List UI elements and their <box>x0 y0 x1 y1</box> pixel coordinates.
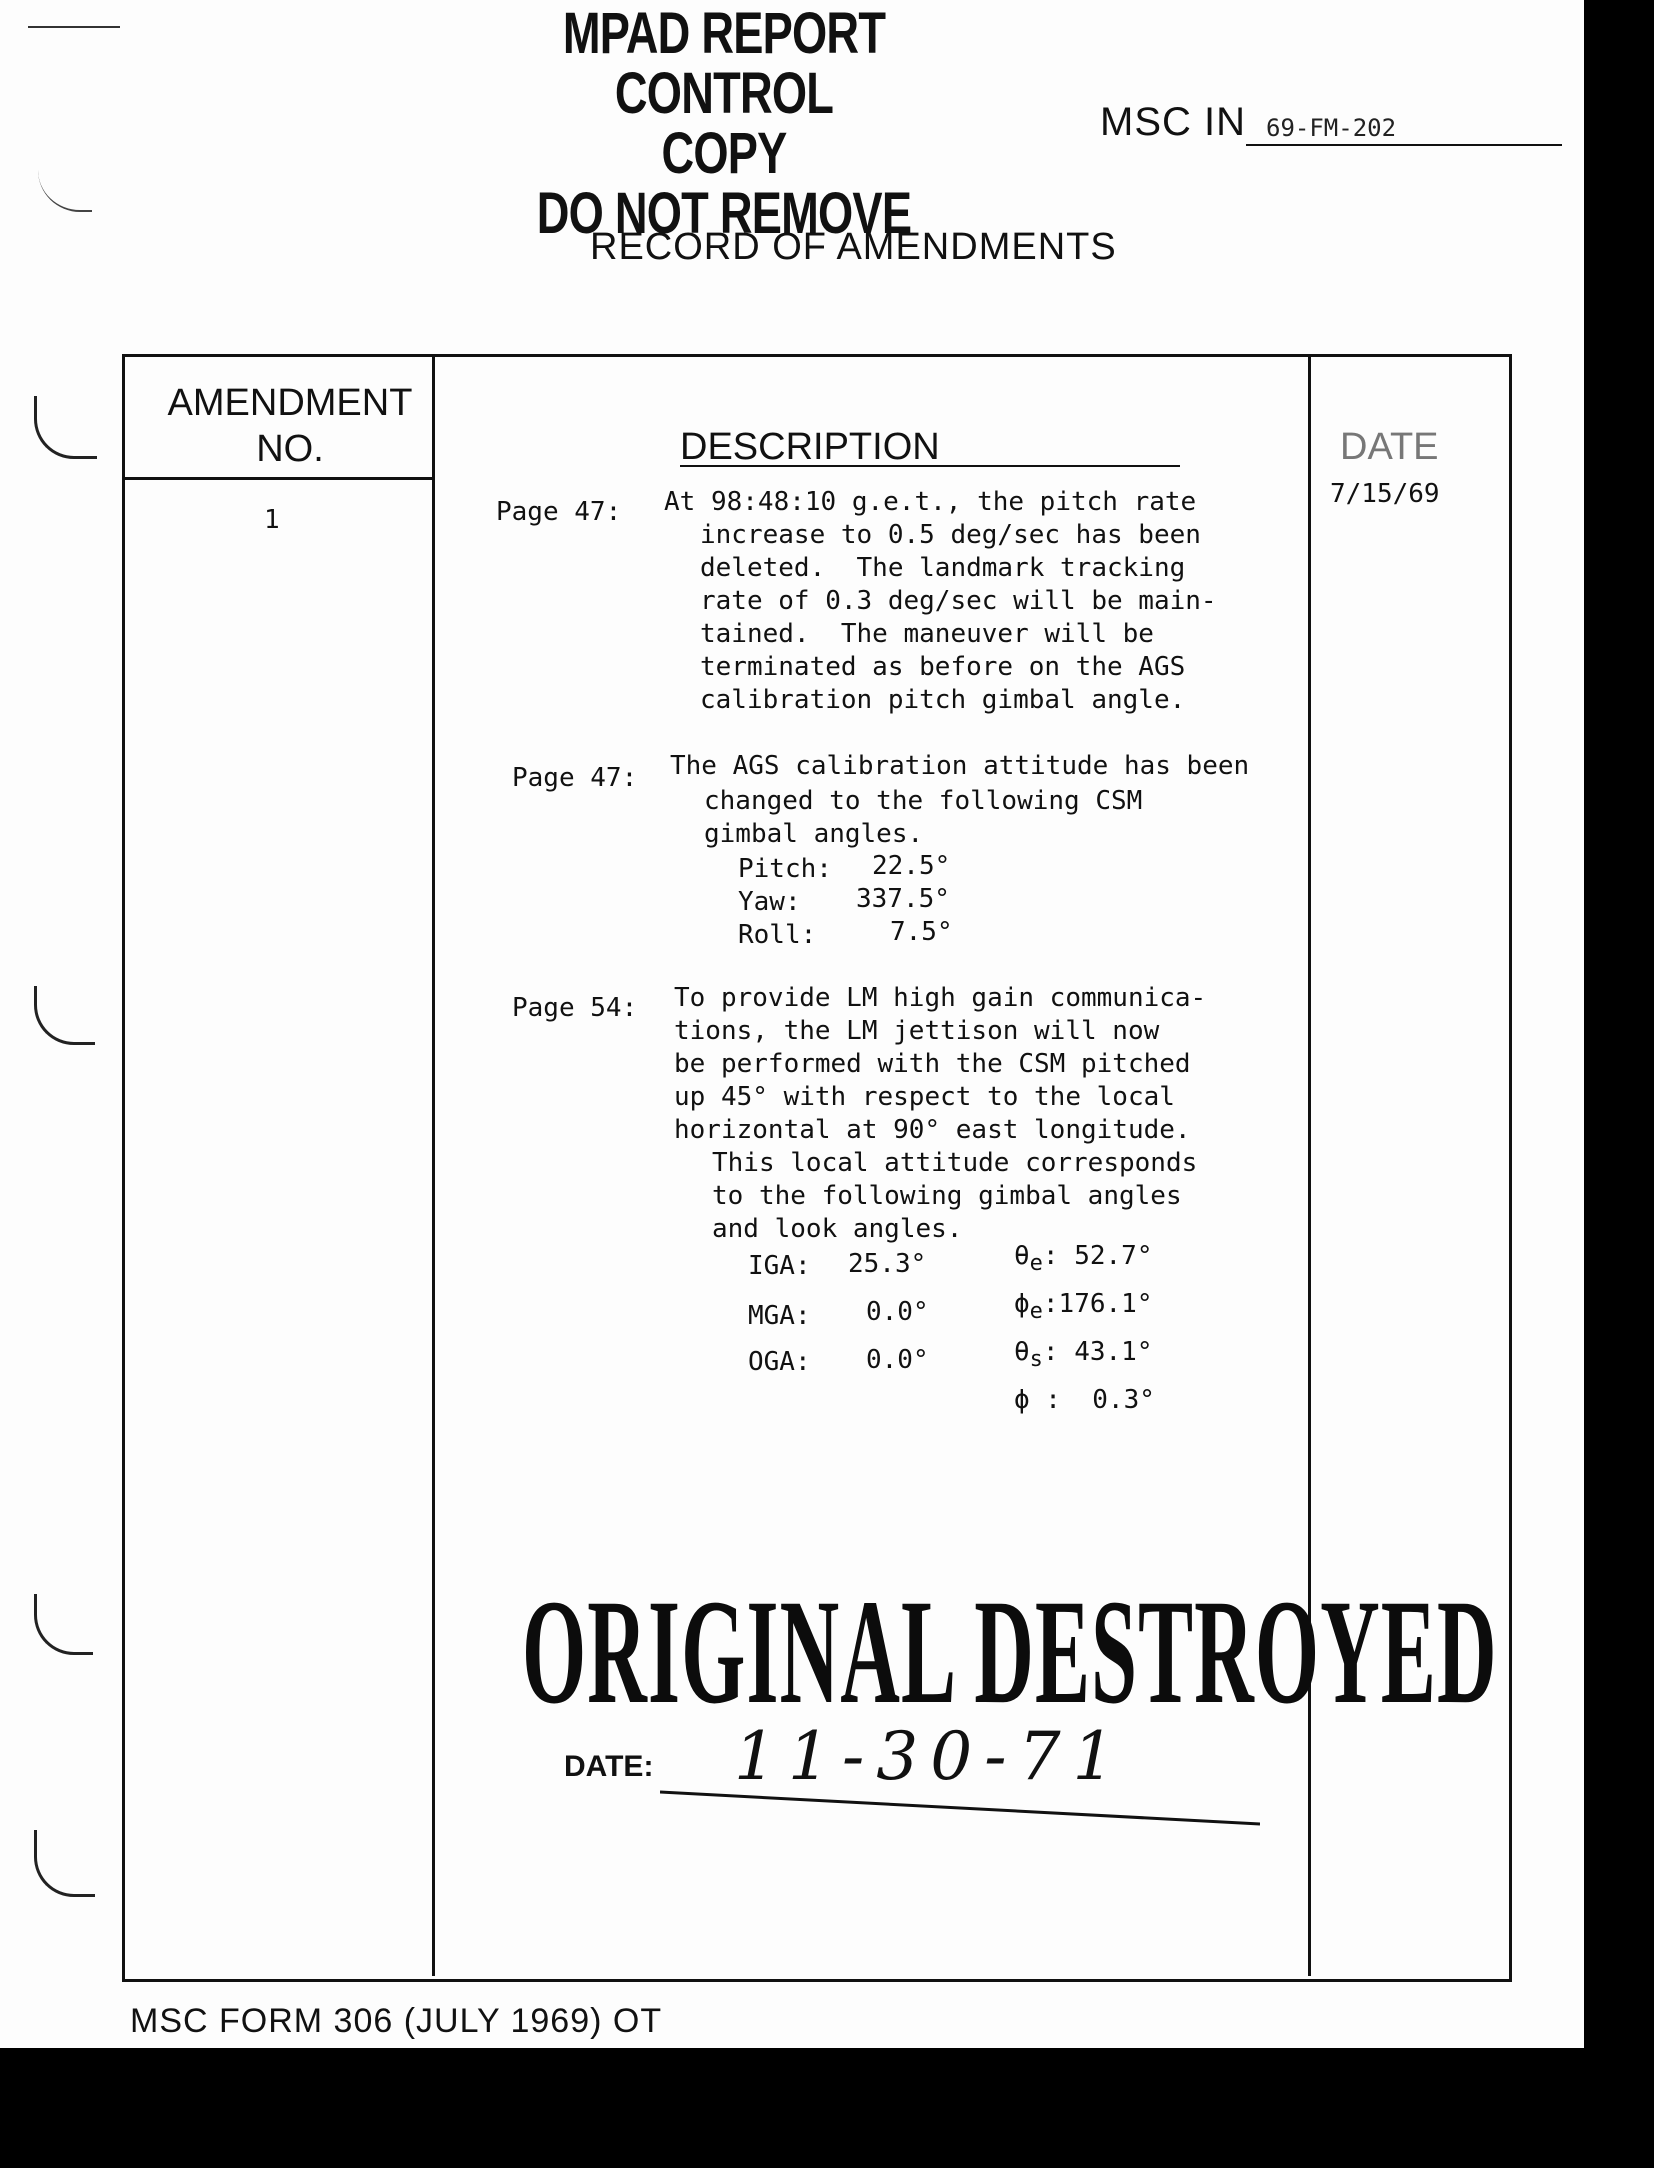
item-2-line-1: The AGS calibration attitude has been <box>670 751 1250 781</box>
look-angle-phi-value: : 0.3° <box>1029 1385 1155 1415</box>
stamp-line-2: COPY <box>661 121 787 186</box>
look-angle-theta-s-symbol: θ <box>1014 1337 1030 1367</box>
look-angle-theta-s-value: : 43.1° <box>1042 1337 1153 1367</box>
look-angle-theta-e-value: : 52.7° <box>1042 1241 1153 1271</box>
look-angle-phi-e <box>1014 1288 1152 1328</box>
look-angle-phi-symbol: ϕ <box>1014 1385 1030 1415</box>
item-2-page: Page 47: <box>512 763 638 793</box>
scan-mark <box>28 26 120 28</box>
amendment-date: 7/15/69 <box>1330 479 1440 509</box>
item-3-line-3: be performed with the CSM pitched <box>674 1049 1191 1079</box>
look-angle-theta-e <box>1014 1240 1152 1280</box>
gimbal-iga-value: 25.3° <box>848 1249 927 1279</box>
angle-pitch-value: 22.5° <box>872 851 951 881</box>
page-title: RECORD OF AMENDMENTS <box>590 226 1117 268</box>
amendment-number: 1 <box>264 505 280 535</box>
item-3-line-7: to the following gimbal angles <box>712 1181 1182 1211</box>
item-1-page: Page 47: <box>496 497 622 527</box>
header-divider <box>122 477 434 480</box>
item-1-line-1: At 98:48:10 g.e.t., the pitch rate <box>664 487 1197 517</box>
binder-mark <box>34 396 97 459</box>
look-angle-phi-e-symbol: ϕ <box>1014 1289 1030 1319</box>
item-3-line-2: tions, the LM jettison will now <box>674 1016 1160 1046</box>
stamp-line-1: MPAD REPORT CONTROL <box>562 1 886 126</box>
look-angle-phi <box>1014 1384 1155 1417</box>
item-2-line-3: gimbal angles. <box>704 819 924 849</box>
destroyed-date-label: DATE: <box>564 1750 654 1783</box>
angle-pitch-label: Pitch: <box>738 854 832 884</box>
look-angle-theta-e-subscript: e <box>1029 1251 1043 1277</box>
angle-roll-label: Roll: <box>738 920 817 950</box>
msc-in-number: 69-FM-202 <box>1246 114 1562 146</box>
gimbal-oga-label: OGA: <box>748 1347 811 1377</box>
angle-roll-value: 7.5° <box>890 917 953 947</box>
look-angle-theta-e-symbol: θ <box>1014 1241 1030 1271</box>
look-angle-theta-s <box>1014 1336 1152 1376</box>
report-control-stamp <box>490 1 958 246</box>
header-description: DESCRIPTION <box>680 426 940 468</box>
item-1-line-7: calibration pitch gimbal angle. <box>700 685 1186 715</box>
gimbal-oga-value: 0.0° <box>866 1345 929 1375</box>
look-angle-theta-s-subscript: s <box>1029 1347 1043 1373</box>
binder-mark <box>34 1594 93 1655</box>
msc-in-label: MSC IN <box>1100 100 1246 144</box>
header-date: DATE <box>1340 426 1439 468</box>
destroyed-date-underline <box>660 1770 1260 1830</box>
original-destroyed-stamp: ORIGINAL DESTROYED <box>522 1569 1498 1735</box>
look-angle-phi-e-value: :176.1° <box>1042 1289 1153 1319</box>
gimbal-iga-label: IGA: <box>748 1251 811 1281</box>
stamp-line-3: DO NOT REMOVE <box>536 181 912 246</box>
item-1-line-2: increase to 0.5 deg/sec has been <box>700 520 1201 550</box>
binder-mark <box>34 1830 95 1897</box>
item-3-line-1: To provide LM high gain communica- <box>674 983 1207 1013</box>
destroyed-date-value: 11-30-71 <box>734 1718 1127 1795</box>
item-1-line-6: terminated as before on the AGS <box>700 652 1186 682</box>
item-1-line-5: tained. The maneuver will be <box>700 619 1154 649</box>
binder-mark <box>34 986 95 1045</box>
angle-yaw-label: Yaw: <box>738 887 801 917</box>
item-3-line-8: and look angles. <box>712 1214 963 1244</box>
item-3-page: Page 54: <box>512 993 638 1023</box>
binder-mark <box>38 170 92 212</box>
form-number: MSC FORM 306 (JULY 1969) OT <box>130 2002 663 2040</box>
item-1-line-3: deleted. The landmark tracking <box>700 553 1186 583</box>
look-angle-phi-e-subscript: e <box>1029 1299 1043 1325</box>
angle-yaw-value: 337.5° <box>856 884 950 914</box>
header-amendment-no: AMENDMENT NO. <box>167 382 413 470</box>
column-divider-1 <box>432 356 435 1976</box>
gimbal-mga-value: 0.0° <box>866 1297 929 1327</box>
item-2-line-2: changed to the following CSM <box>704 786 1143 816</box>
gimbal-mga-label: MGA: <box>748 1301 811 1331</box>
item-1-line-4: rate of 0.3 deg/sec will be main- <box>700 586 1217 616</box>
item-3-line-6: This local attitude corresponds <box>712 1148 1198 1178</box>
item-3-line-4: up 45° with respect to the local <box>674 1082 1175 1112</box>
item-3-line-5: horizontal at 90° east longitude. <box>674 1115 1191 1145</box>
